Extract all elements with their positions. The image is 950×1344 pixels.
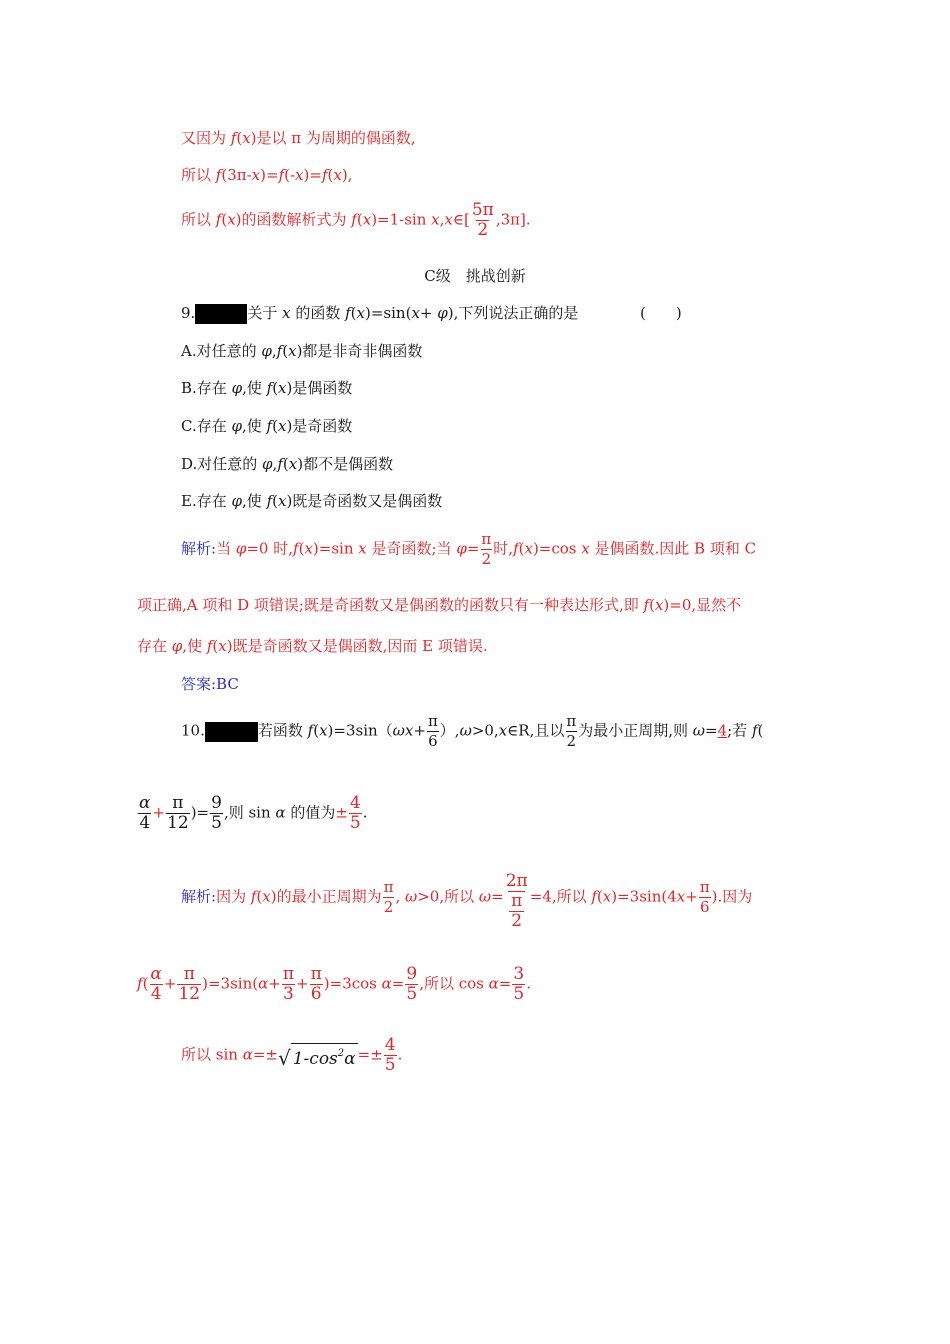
solution-10-line-3: 所以 sin α=± √ $1-\cos^2\alpha$ =± $\frac{4}{5}$ . (181, 1035, 403, 1075)
fraction: $\frac{4}{5}$ (384, 1035, 396, 1075)
fraction: $\frac{\pi}{2}$ (566, 712, 577, 750)
solution-line-2: 所以 f(3π-x)=f(-x)=f(x), (181, 166, 353, 184)
option-e: E.存在 φ,使 f(x)既是奇函数又是偶函数 (181, 492, 443, 510)
solution-10-line-1: 解析:因为 f(x)的最小正周期为 $\frac{\pi}{2}$ , ω>0,所以 ω= 2π π 2 =4,所以 f(x)=3sin(4x+ $\frac{\pi}{6}$ ).因为 (181, 871, 753, 931)
option-a: A.对任意的 φ,f(x)都是非奇非偶函数 (181, 342, 423, 360)
redaction-block (195, 304, 247, 324)
option-c: C.存在 φ,使 f(x)是奇函数 (181, 417, 353, 435)
answer-fraction: $\frac{4}{5}$ (349, 793, 361, 833)
solution-9-line-3: 存在 φ,使 f(x)既是奇函数又是偶函数,因而 E 项错误. (137, 637, 488, 655)
solution-line-1: 又因为 f(x)是以 π 为周期的偶函数, (181, 129, 416, 147)
fraction: $\frac{\pi}{2}$ (481, 530, 492, 568)
redaction-block (205, 722, 258, 742)
fraction: $\frac{\alpha}{4}$ (150, 964, 162, 1004)
section-title: C级 挑战创新 (424, 267, 526, 285)
answer-paren: ( ) (640, 304, 682, 322)
fraction: $\frac{9}{5}$ (406, 964, 418, 1004)
solution-9-line-2: 项正确,A 项和 D 项错误;既是奇函数又是偶函数的函数只有一种表达形式,即 f(x)=0,显然不 (137, 596, 742, 614)
square-root: √ $1-\cos^2\alpha$ (278, 1043, 358, 1069)
compound-fraction: 2π π 2 (505, 871, 528, 931)
fraction: $\frac{\pi}{6}$ (699, 878, 710, 916)
fraction: $\frac{\pi}{3}$ (282, 964, 295, 1004)
fraction: $\frac{\pi}{6}$ (427, 712, 438, 750)
question-10-line-2: $\frac{\alpha}{4}$ + $\frac{\pi}{12}$ )= $\frac{9}{5}$ ,则 sin α 的值为± $\frac{4}{5}$ . (139, 793, 368, 833)
fraction: $\frac{\pi}{12}$ (167, 793, 189, 833)
question-10-line-1: 10. 若函数 f(x)=3sin（ωx+ $\frac{\pi}{6}$ ）,ω>0,x∈R,且以 $\frac{\pi}{2}$ 为最小正周期,则 ω=4;若 f( (181, 712, 764, 750)
answer-9: 答案:BC (181, 675, 239, 693)
option-d: D.对任意的 φ,f(x)都不是偶函数 (181, 455, 394, 473)
answer-blank: 4 (717, 721, 728, 740)
option-b: B.存在 φ,使 f(x)是偶函数 (181, 379, 353, 397)
fraction: $\frac{3}{5}$ (513, 964, 525, 1004)
fraction: $\frac{\alpha}{4}$ (139, 793, 151, 833)
question-9: 9. 关于 x 的函数 f(x)=sin(x+ φ),下列说法正确的是 (181, 304, 579, 322)
solution-10-line-2: f( $\frac{\alpha}{4}$ + $\frac{\pi}{12}$ )=3sin(α+ $\frac{\pi}{3}$ + $\frac{\pi}{6}$ )=3cos α= $\frac{9}{5}$ ,所以 cos α= $\frac{3}{5}$ . (137, 964, 531, 1004)
fraction: $\frac{9}{5}$ (211, 793, 222, 833)
fraction: $\frac{\pi}{2}$ (383, 878, 394, 916)
solution-9-line-1: 解析:当 φ=0 时,f(x)=sin x 是奇函数;当 φ= $\frac{\pi}{2}$ 时,f(x)=cos x 是偶函数.因此 B 项和 C (181, 530, 757, 568)
fraction: $\frac{\pi}{6}$ (310, 964, 322, 1004)
fraction: $\frac{\pi}{12}$ (178, 964, 201, 1004)
fraction: $\frac{5\pi}{2}$ (471, 200, 494, 240)
solution-line-3: 所以 f(x)的函数解析式为 f(x)=1-sin x,x∈[ $\frac{5\pi}{2}$ ,3π]. (181, 200, 531, 240)
